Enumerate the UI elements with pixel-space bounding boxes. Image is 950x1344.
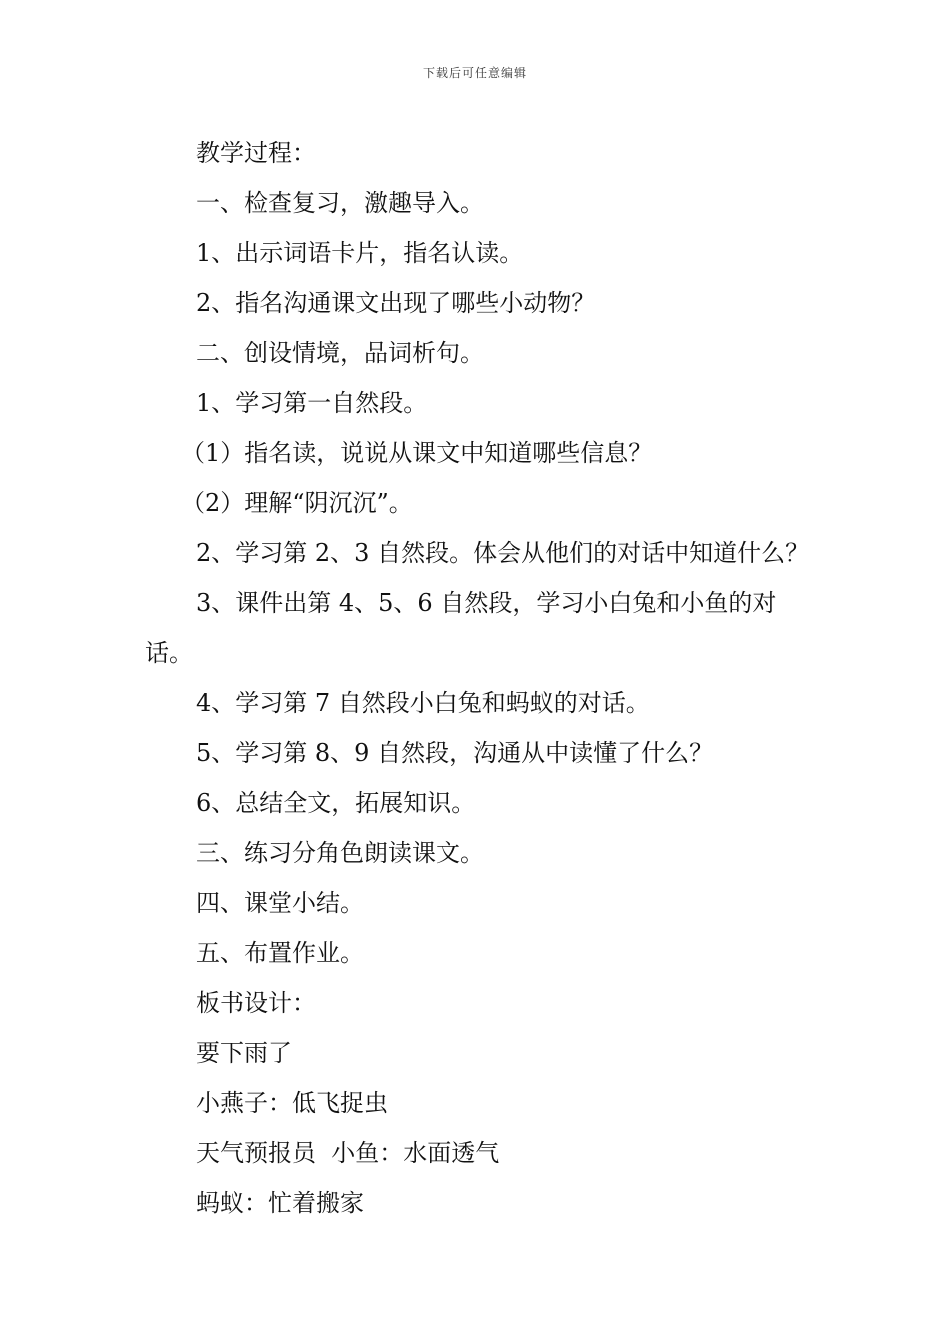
step-heading-5: 五、布置作业。 xyxy=(196,939,364,967)
step-item: 2、指名沟通课文出现了哪些小动物？ xyxy=(196,289,596,317)
section-heading-board-design: 板书设计： xyxy=(196,989,316,1017)
step-item: 6、总结全文，拓展知识。 xyxy=(196,789,476,817)
sub-step-item: （2）理解“阴沉沉”。 xyxy=(181,489,413,517)
step-item: 5、学习第 8、9 自然段，沟通从中读懂了什么？ xyxy=(196,739,714,767)
step-heading-3: 三、练习分角色朗读课文。 xyxy=(196,839,484,867)
board-line: 天气预报员 小鱼：水面透气 xyxy=(196,1139,500,1167)
board-title: 要下雨了 xyxy=(196,1039,292,1067)
step-item: 3、课件出第 4、5、6 自然段，学习小白兔和小鱼的对 xyxy=(196,589,777,617)
step-item: 1、学习第一自然段。 xyxy=(196,389,428,417)
page-header-note: 下载后可任意编辑 xyxy=(422,66,527,80)
section-heading-teaching-process: 教学过程： xyxy=(196,139,316,167)
step-item: 2、学习第 2、3 自然段。体会从他们的对话中知道什么？ xyxy=(196,539,810,567)
step-item: 1、出示词语卡片，指名认读。 xyxy=(196,239,524,267)
step-item: 4、学习第 7 自然段小白兔和蚂蚁的对话。 xyxy=(196,689,650,717)
step-item-continuation: 话。 xyxy=(145,639,193,667)
board-line: 小燕子：低飞捉虫 xyxy=(196,1089,388,1117)
board-line: 蚂蚁：忙着搬家 xyxy=(196,1189,364,1217)
step-heading-4: 四、课堂小结。 xyxy=(196,889,364,917)
sub-step-item: （1）指名读，说说从课文中知道哪些信息？ xyxy=(181,439,653,467)
step-heading-2: 二、创设情境，品词析句。 xyxy=(196,339,484,367)
document-body xyxy=(145,128,825,1228)
step-heading-1: 一、检查复习，激趣导入。 xyxy=(196,189,484,217)
